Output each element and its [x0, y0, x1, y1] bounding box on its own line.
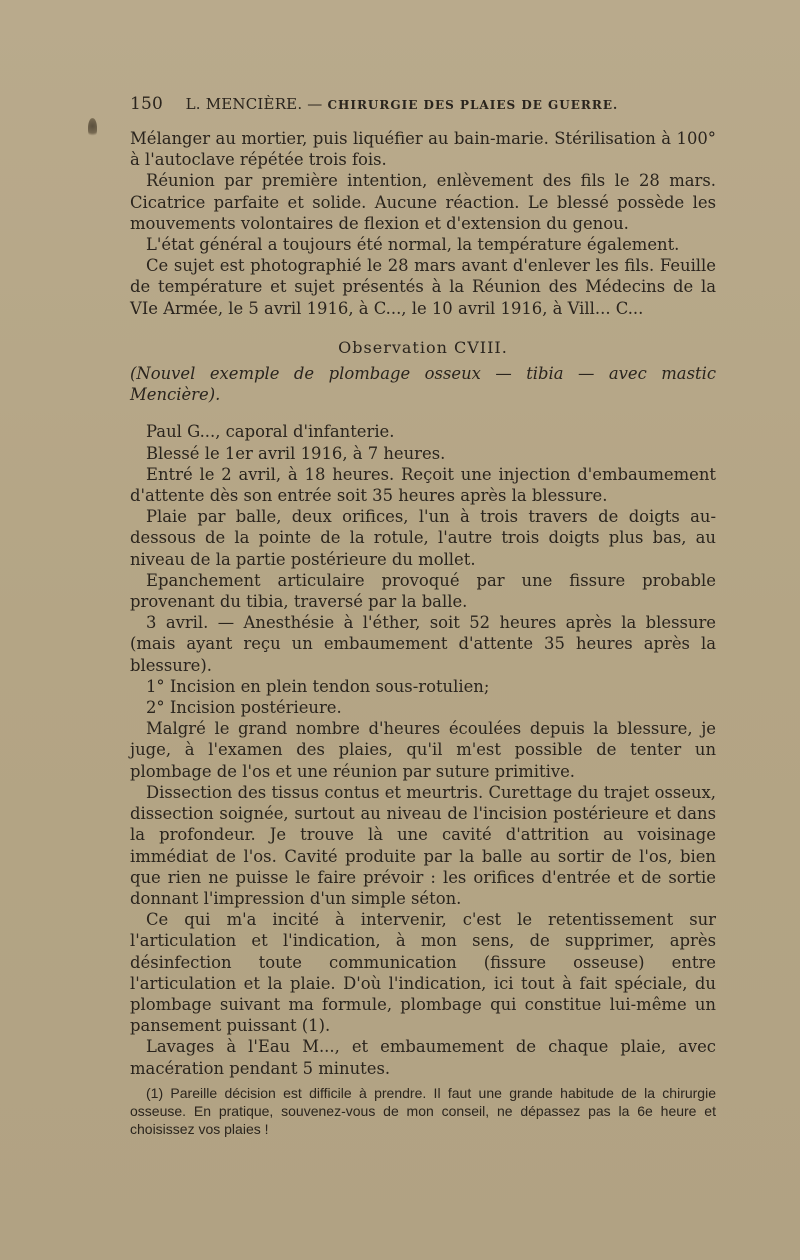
observation-title: Observation CVIII. — [338, 337, 508, 357]
ink-blot — [88, 118, 97, 138]
paragraph: Mélanger au mortier, puis liquéfier au bain-marie. Stérilisation à 100° à l'autoclave répétée trois fois. — [130, 129, 716, 170]
paragraph: Ce qui m'a incité à intervenir, c'est le retentissement sur l'articulation et l'indication, à mon sens, de supprimer, après désinfection toute communication (fissure osseuse) entre l'articulation et la plaie. D'où l'indication, ici tout à fait spéciale, du plombage suivant ma formule, plombage qui constitue lui-même un pansement puissant (1). — [130, 910, 716, 1036]
paragraph: 3 avril. — Anesthésie à l'éther, soit 52 heures après la blessure (mais ayant reçu un embaumement d'attente 35 heures après la blessure). — [130, 613, 716, 675]
running-header — [130, 94, 730, 114]
footnote — [130, 1084, 716, 1138]
paragraph: Ce sujet est photographié le 28 mars avant d'enlever les fils. Feuille de température et sujet présentés à la Réunion des Médecins de la VIe Armée, le 5 avril 1916, à C..., le 10 avril 1916, à Vill... C... — [130, 256, 716, 318]
paragraph: Paul G..., caporal d'infanterie. — [146, 422, 395, 442]
paragraph: 1° Incision en plein tendon sous-rotulien; — [146, 676, 490, 696]
paragraph: Dissection des tissus contus et meurtris. Curettage du trajet osseux, dissection soignée, surtout au niveau de l'incision postérieure et dans la profondeur. Je trouve là une cavité d'attrition au voisinage immédiat de l'os. Cavité produite par la balle au sortir de l'os, bien que rien ne puisse le faire prévoir : les orifices d'entrée et de sortie donnant l'impression d'un simple séton. — [130, 782, 716, 908]
header-title: CHIRURGIE DES PLAIES DE GUERRE. — [327, 98, 619, 112]
page-number: 150 — [130, 94, 164, 114]
running-title — [186, 95, 619, 113]
paragraph: Epanchement articulaire provoqué par une fissure probable provenant du tibia, traversé par la balle. — [130, 570, 716, 612]
paragraph: Malgré le grand nombre d'heures écoulées depuis la blessure, je juge, à l'examen des plaies, qu'il m'est possible de tenter un plombage de l'os et une réunion par suture primitive. — [130, 719, 716, 781]
paragraph: L'état général a toujours été normal, la température également. — [146, 235, 680, 255]
paragraph: Blessé le 1er avril 1916, à 7 heures. — [146, 443, 446, 463]
paragraph: Plaie par balle, deux orifices, l'un à trois travers de doigts au-dessous de la pointe de la rotule, l'autre trois doigts plus bas, au niveau de la partie postérieure du mollet. — [130, 507, 716, 569]
paragraph: Réunion par première intention, enlèvement des fils le 28 mars. Cicatrice parfaite et solide. Aucune réaction. Le blessé possède les mouvements volontaires de flexion et d'extension du genou. — [130, 171, 716, 233]
paragraph: 2° Incision postérieure. — [146, 698, 342, 718]
paragraph: Entré le 2 avril, à 18 heures. Reçoit une injection d'embaumement d'attente dès son entrée soit 35 heures après la blessure. — [130, 464, 716, 506]
footnote-text: (1) Pareille décision est difficile à prendre. Il faut une grande habitude de la chirurgie osseuse. En pratique, souvenez-vous de mon conseil, ne dépassez pas la 6e heure et choisissez vos plaies ! — [130, 1085, 716, 1137]
paragraph: Lavages à l'Eau M..., et embaumement de chaque plaie, avec macération pendant 5 minutes. — [130, 1037, 716, 1078]
header-author: L. MENCIÈRE. — — [185, 95, 323, 113]
observation-subtitle: (Nouvel exemple de plombage osseux — tibia — avec mastic Mencière). — [130, 364, 716, 405]
page-body — [130, 128, 716, 1079]
